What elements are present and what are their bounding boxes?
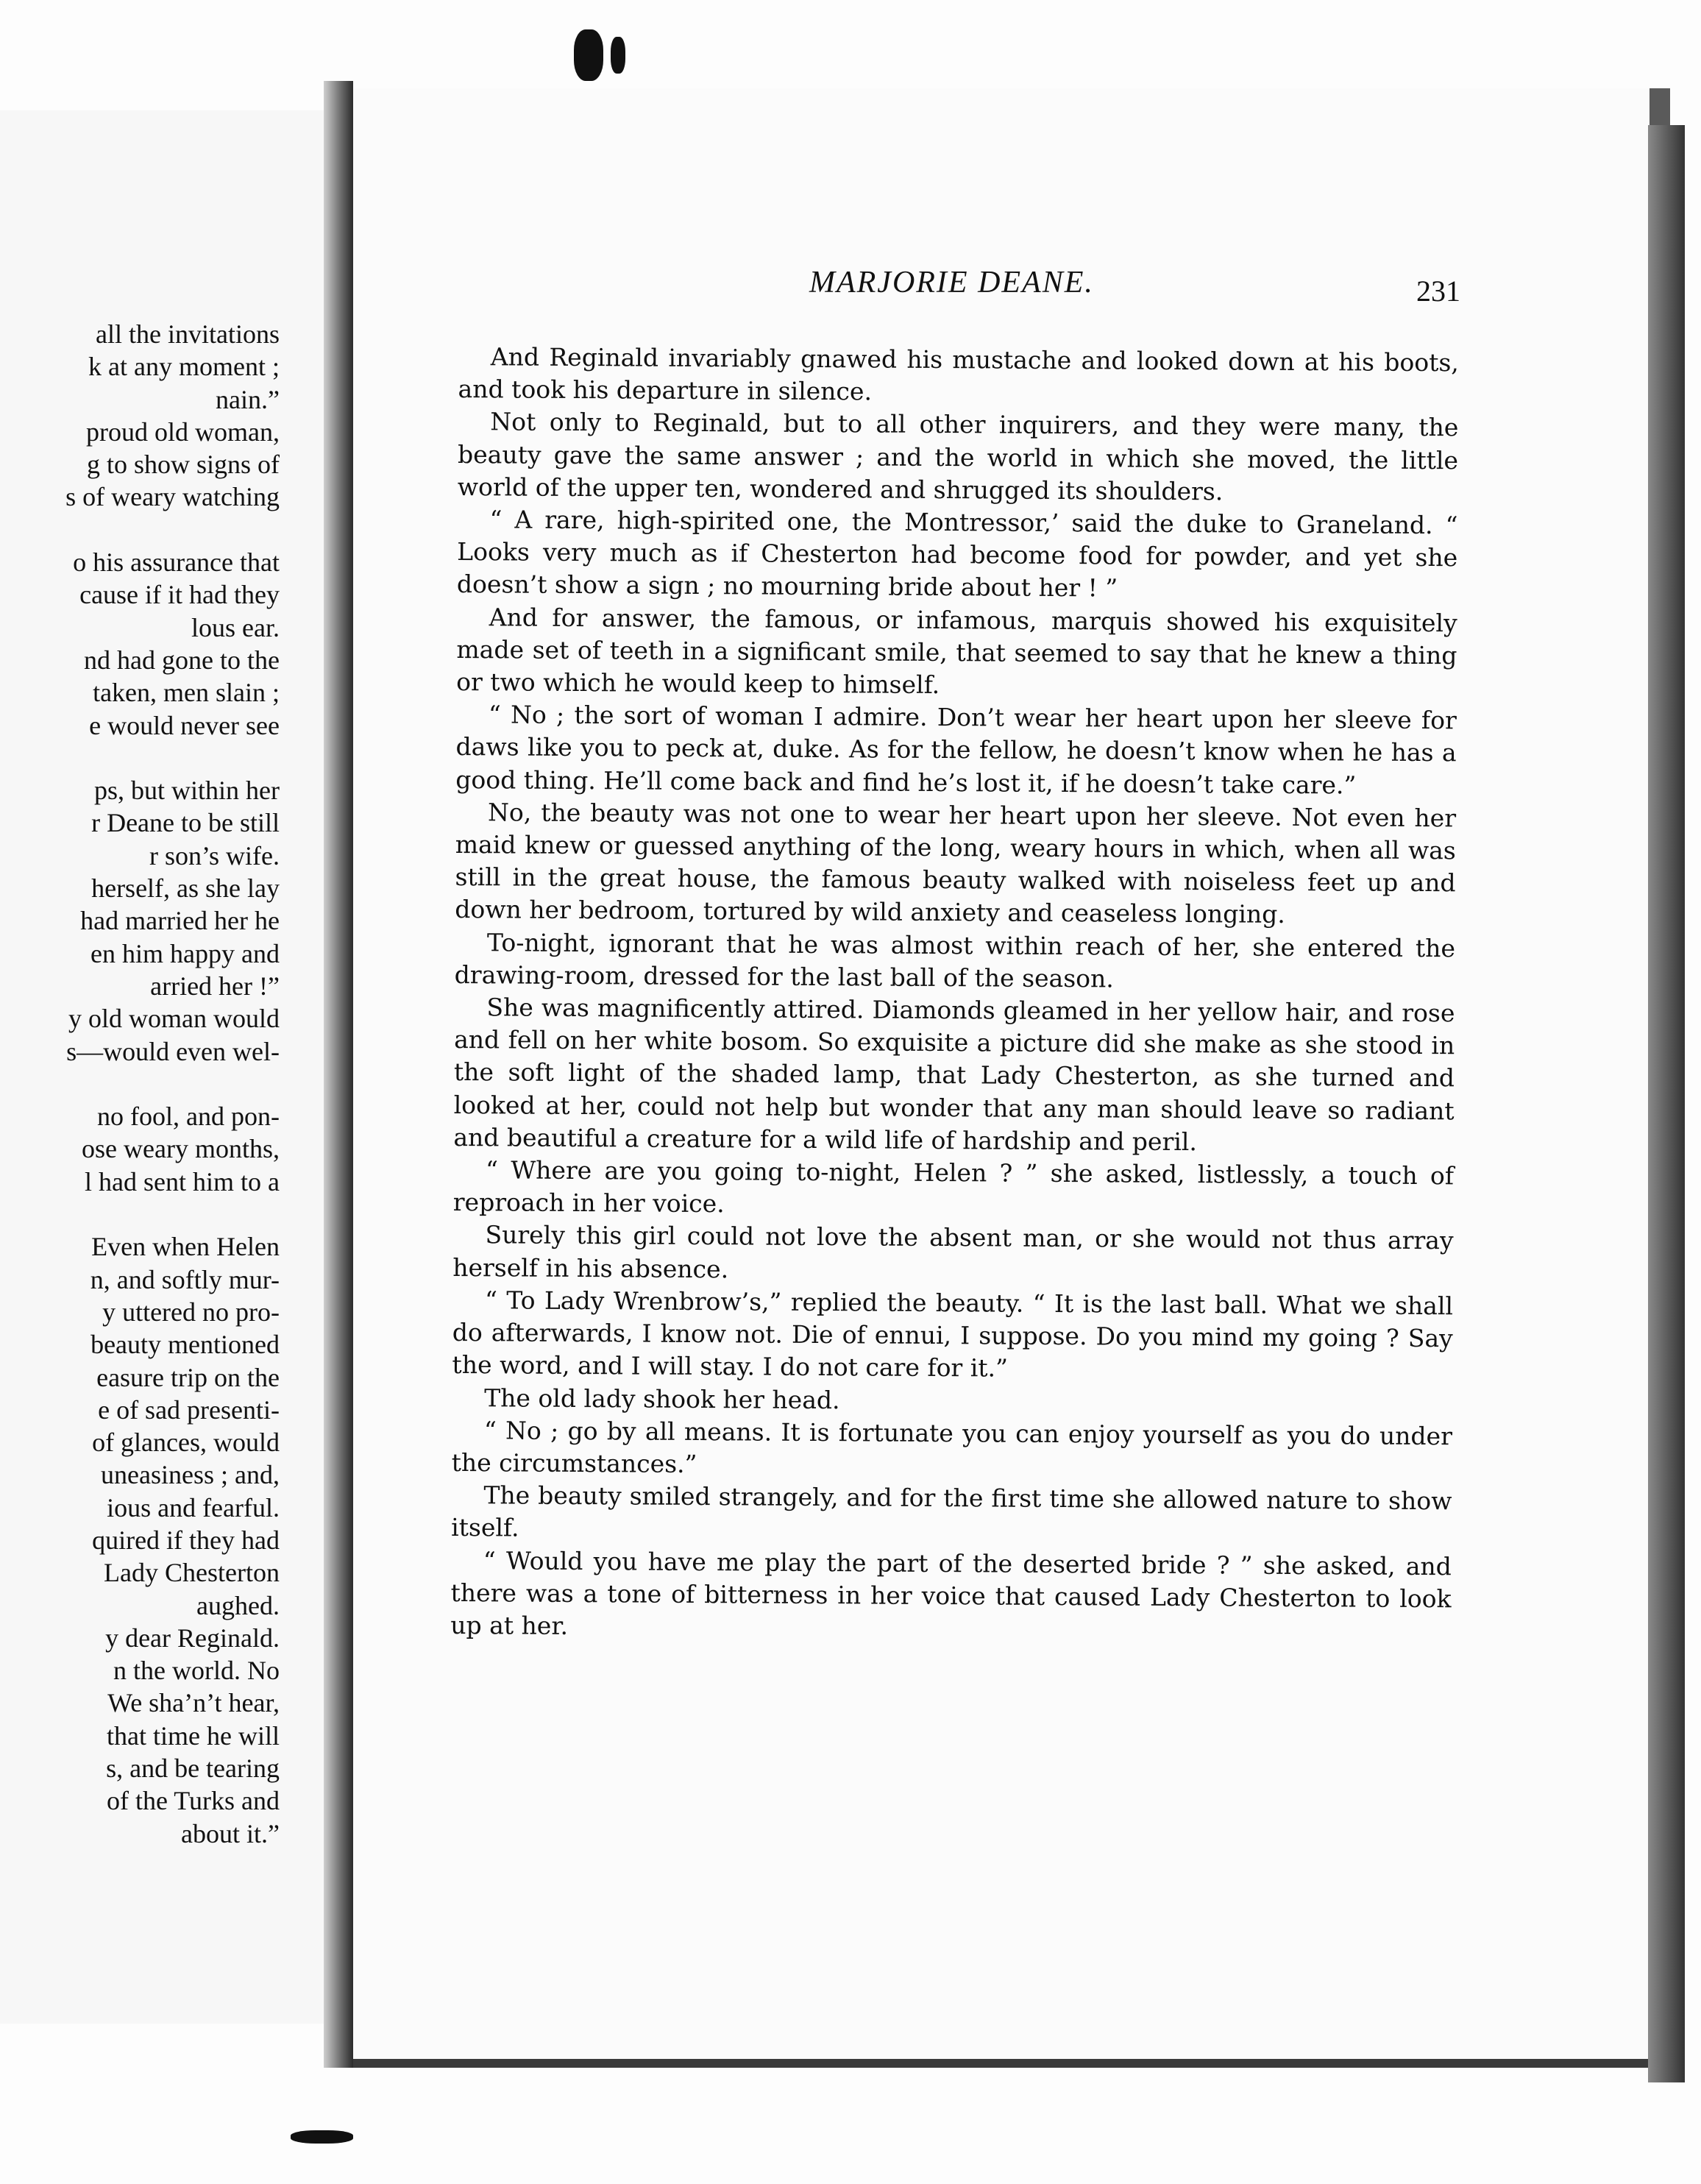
- left-page-line: [0, 742, 280, 774]
- left-page-line: o his assurance that: [73, 547, 280, 578]
- paragraph: The old lady shook her head.: [484, 1383, 840, 1414]
- left-page-text: [0, 318, 280, 1850]
- paragraph: Surely this girl could not love the absent man, or she would not thus array herself in his absence.: [452, 1220, 1454, 1283]
- right-page-body: [450, 341, 1459, 1648]
- left-page-line: herself, as she lay: [91, 873, 280, 904]
- left-page-line: cause if it had they: [79, 580, 280, 610]
- left-page-line: s, and be tearing: [106, 1754, 280, 1784]
- left-page-line: ose weary months,: [82, 1134, 280, 1164]
- left-page-line: quired if they had: [92, 1525, 280, 1555]
- scan-artifact-bottom: [291, 2130, 353, 2144]
- left-page-line: r Deane to be still: [91, 808, 280, 838]
- left-page-line: y dear Reginald.: [105, 1623, 280, 1653]
- left-page-line: e would never see: [89, 710, 280, 740]
- paragraph: “ To Lady Wrenbrow’s,” replied the beauty. “ It is the last ball. What we shall do afterwards, I know not. Die of ennui, I suppose. Do you mind my going ? Say the word, and I will stay. I do not care for it.”: [452, 1286, 1454, 1383]
- left-page-line: [0, 514, 280, 546]
- left-page-line: e of sad presenti-: [98, 1394, 280, 1425]
- left-page-line: l had sent him to a: [85, 1166, 280, 1196]
- left-page: [0, 110, 353, 2024]
- page-edge-shadow: [1648, 125, 1685, 2082]
- page-number: 231: [1416, 274, 1460, 308]
- left-page-line: [0, 1068, 280, 1100]
- left-page-line: n the world. No: [113, 1656, 280, 1686]
- paragraph: “ Where are you going to-night, Helen ? ” she asked, listlessly, a touch of reproach in her voice.: [452, 1155, 1455, 1219]
- paragraph: The beauty smiled strangely, and for the first time she allowed nature to show itself.: [451, 1481, 1452, 1542]
- scan-artifact-top: [574, 29, 603, 81]
- left-page-line: easure trip on the: [96, 1362, 280, 1392]
- left-page-line: arried her !”: [150, 971, 280, 1001]
- left-page-line: k at any moment ;: [88, 352, 280, 382]
- left-page-line: Even when Helen: [91, 1232, 280, 1262]
- paragraph: And for answer, the famous, or infamous, marquis showed his exquisitely made set of teeth in a significant smile, that seemed to say that he knew a thing or two which he would keep to himself.: [456, 602, 1457, 700]
- left-page-line: y old woman would: [68, 1004, 280, 1034]
- left-page-line: y uttered no pro-: [102, 1297, 280, 1327]
- left-page-line: nd had gone to the: [84, 645, 280, 675]
- left-page-line: uneasiness ; and,: [101, 1460, 280, 1490]
- left-page-line: taken, men slain ;: [93, 678, 280, 708]
- left-page-line: s—would even wel-: [66, 1036, 280, 1066]
- left-page-line: s of weary watching: [65, 482, 280, 512]
- left-page-line: had married her he: [80, 906, 280, 936]
- left-page-line: proud old woman,: [86, 416, 280, 447]
- paragraph: And Reginald invariably gnawed his mustache and looked down at his boots, and took his departure in silence.: [458, 342, 1459, 406]
- book-gutter: [324, 81, 353, 2068]
- left-page-line: no fool, and pon-: [97, 1102, 280, 1132]
- left-page-line: en him happy and: [90, 938, 280, 968]
- left-page-line: r son’s wife.: [149, 840, 280, 871]
- left-page-line: ps, but within her: [94, 776, 280, 806]
- left-page-line: We sha’n’t hear,: [107, 1688, 280, 1718]
- left-page-line: of glances, would: [92, 1428, 280, 1458]
- paragraph: She was magnificently attired. Diamonds gleamed in her yellow hair, and rose and fell on her white bosom. So exquisite a picture did she make as she stood in the soft light of the shaded lamp, that Lady Chesterton, as she turned and looked at her, could not help but wonder that any man should leave so radiant and beautiful a creature for a wild life of hardship and peril.: [453, 993, 1455, 1157]
- running-head: MARJORIE DEANE.: [809, 266, 1094, 299]
- paragraph: To-night, ignorant that he was almost within reach of her, she entered the drawing-room, dressed for the last ball of the season.: [454, 927, 1456, 993]
- paragraph: No, the beauty was not one to wear her heart upon her sleeve. Not even her maid knew or guessed anything of the long, weary hours in which, when all was still in the great house, the famous beauty walked with noiseless feet up and down her bedroom, tortured by wild anxiety and ceaseless longing.: [455, 798, 1457, 929]
- left-page-line: Lady Chesterton: [104, 1558, 280, 1588]
- left-page-line: aughed.: [196, 1590, 280, 1620]
- left-page-line: ious and fearful.: [107, 1492, 280, 1522]
- paragraph: “ No ; the sort of woman I admire. Don’t wear her heart upon her sleeve for daws like you to peck at, duke. As for the fellow, he doesn’t know when he has a good thing. He’ll come back and find he’s lost it, if he doesn’t take care.”: [455, 700, 1457, 800]
- left-page-line: all the invitations: [96, 319, 280, 349]
- paragraph: “ A rare, high-spirited one, the Montressor,’ said the duke to Graneland. “ Looks very much as if Chesterton had become food for powder, and yet she doesn’t show a sign ; no mourning bride about her ! ”: [456, 505, 1458, 603]
- left-page-line: nain.”: [216, 384, 280, 414]
- left-page-line: n, and softly mur-: [90, 1264, 280, 1294]
- left-page-line: lous ear.: [191, 612, 280, 642]
- left-page-line: [0, 1198, 280, 1230]
- left-page-line: that time he will: [107, 1720, 280, 1751]
- paragraph: “ Would you have me play the part of the deserted bride ? ” she asked, and there was a tone of bitterness in her voice that caused Lady Chesterton to look up at her.: [450, 1545, 1452, 1640]
- paragraph: Not only to Reginald, but to all other inquirers, and they were many, the beauty gave the same answer ; and the world in which she moved, the little world of the upper ten, wondered and shrugged its shoulders.: [457, 407, 1459, 506]
- left-page-line: g to show signs of: [86, 450, 280, 480]
- scan-artifact-top: [611, 37, 625, 74]
- left-page-line: about it.”: [181, 1818, 280, 1848]
- left-page-line: beauty mentioned: [90, 1330, 280, 1360]
- paragraph: “ No ; go by all means. It is fortunate you can enjoy yourself as you do under the circumstances.”: [451, 1415, 1453, 1478]
- left-page-line: of the Turks and: [106, 1786, 280, 1816]
